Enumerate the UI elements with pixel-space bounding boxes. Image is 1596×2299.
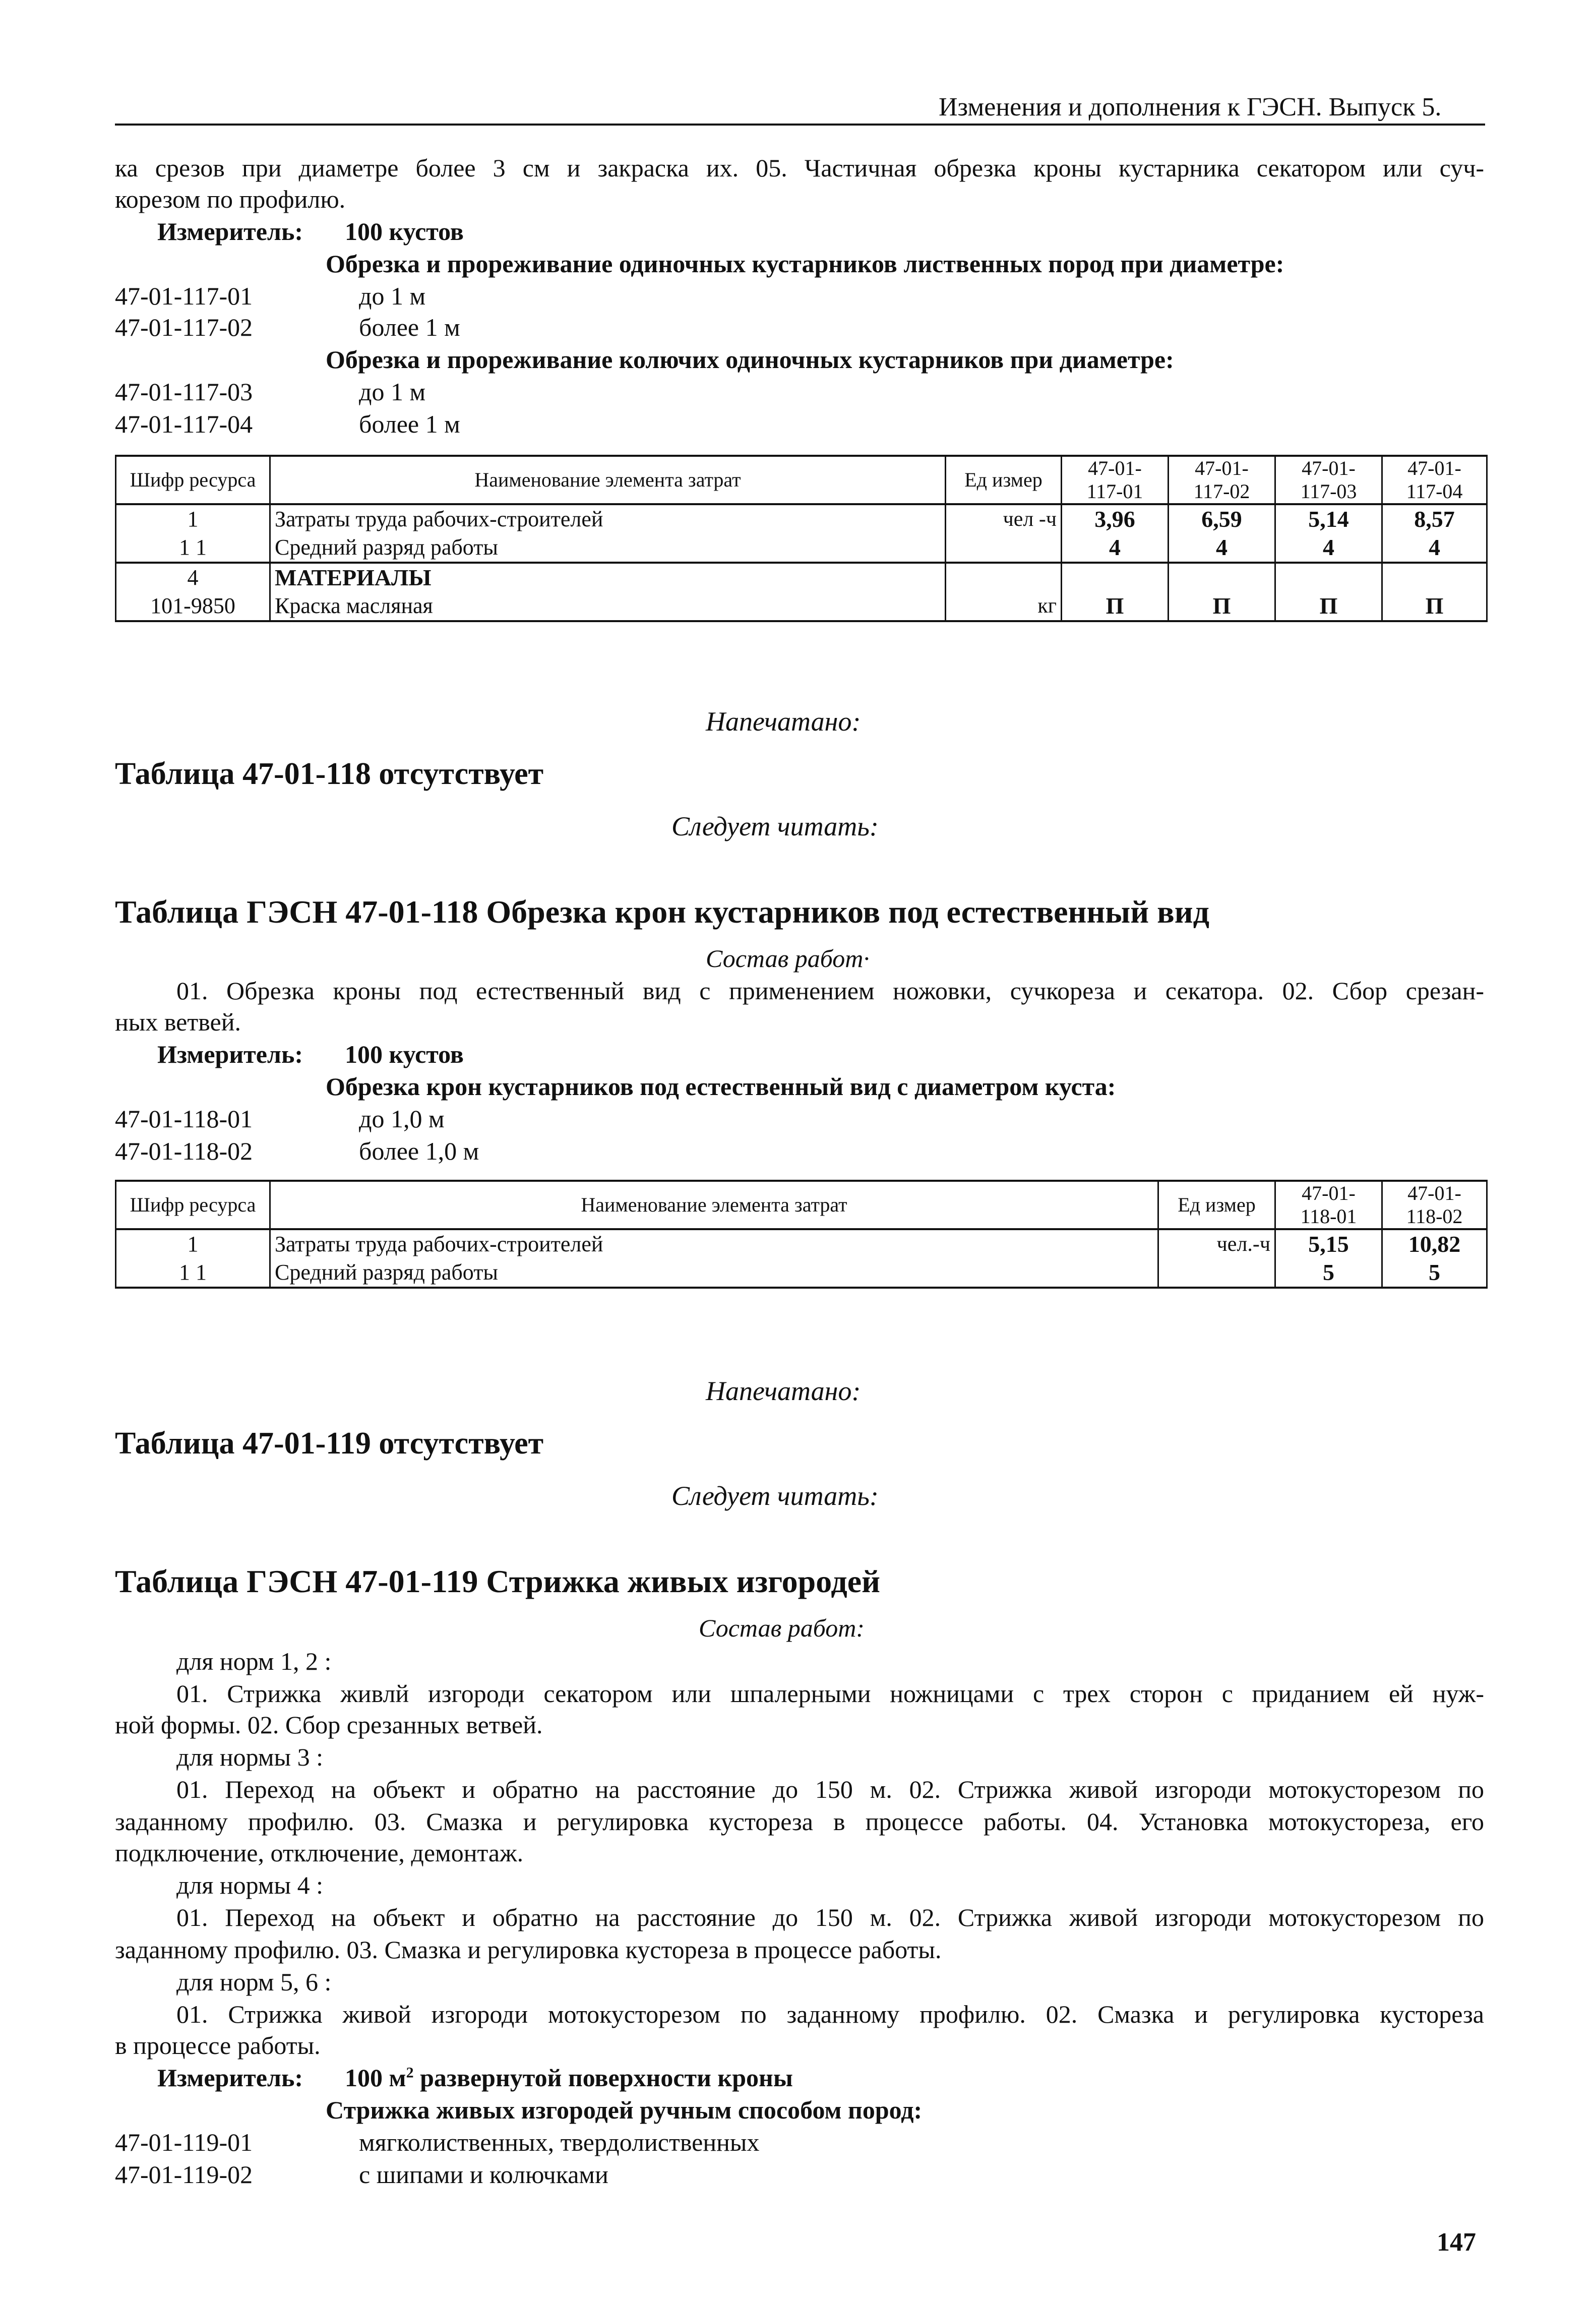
cost-element-name: Затраты труда рабочих-строителей: [270, 504, 946, 533]
missing-table-notice: Таблица 47-01-118 отсутствует: [115, 757, 544, 791]
table-header-row: [116, 456, 1487, 504]
meter-value-unit: 100 м: [345, 2064, 406, 2092]
value-cell: П: [1382, 592, 1487, 621]
meter-superscript: 2: [406, 2064, 414, 2081]
table-header-row: [116, 1181, 1487, 1229]
section-title: Таблица ГЭСН 47-01-119 Стрижка живых изгородей: [115, 1563, 881, 1599]
composition-label: Состав работ·: [706, 944, 870, 973]
t117-norm-code-2: 47-01-117-02: [115, 313, 253, 341]
cost-element-name: Затраты труда рабочих-строителей: [270, 1229, 1158, 1258]
composition-text: заданному профилю. 03. Смазка и регулировка кустореза в процессе работы. 04. Установка мотокустореза, его: [115, 1807, 1484, 1836]
table-row: [116, 504, 1487, 533]
missing-table-notice: Таблица 47-01-119 отсутствует: [115, 1426, 544, 1461]
resource-code: 101-9850: [116, 592, 270, 621]
resource-code: 1 1: [116, 1258, 270, 1288]
norm-code: 47-01-118-01: [115, 1105, 253, 1133]
header-resource-code: Шифр ресурса: [116, 456, 270, 504]
composition-text: 01. Переход на объект и обратно на расстояние до 150 м. 02. Стрижка живой изгороди мотокусторезом по: [176, 1903, 1484, 1931]
norm-code: 47-01-118-02: [115, 1137, 253, 1165]
composition-text: заданному профилю. 03. Смазка и регулировка кустореза в процессе работы.: [115, 1935, 942, 1964]
for-norms-label: для норм 5, 6 :: [176, 1968, 332, 1996]
t117-norm-desc-4: более 1 м: [359, 410, 460, 438]
page-number: 147: [1437, 2228, 1476, 2257]
t117-intro-line1: ка срезов при диаметре более 3 см и закраска их. 05. Частичная обрезка кроны кустарника секатором или суч-: [115, 154, 1484, 182]
norm-desc: до 1,0 м: [359, 1105, 445, 1133]
table-row: [116, 563, 1487, 592]
header-norm-col: 47-01- 118-01: [1275, 1181, 1382, 1229]
t117-norm-desc-1: до 1 м: [359, 282, 426, 310]
unit-cell: чел.-ч: [1158, 1229, 1275, 1258]
meter-value: [345, 2061, 793, 2094]
value-cell: 5: [1382, 1258, 1487, 1288]
value-cell: П: [1169, 592, 1275, 621]
norm-code: 47-01-119-01: [115, 2128, 253, 2156]
value-cell: [1275, 563, 1382, 592]
value-cell: 5,14: [1275, 504, 1382, 533]
table-row: [116, 1258, 1487, 1288]
for-norms-label: для нормы 3 :: [176, 1743, 324, 1771]
value-cell: 5,15: [1275, 1229, 1382, 1258]
meter-label: Измеритель:: [157, 1040, 303, 1068]
header-norm-col: 47-01- 117-04: [1382, 456, 1487, 504]
value-cell: П: [1275, 592, 1382, 621]
meter-label: Измеритель:: [157, 2064, 303, 2092]
header-rule: [115, 124, 1485, 126]
resource-code: 1: [116, 504, 270, 533]
norm-code: 47-01-119-02: [115, 2160, 253, 2189]
unit-cell: кг: [946, 592, 1062, 621]
norm-group-title: Стрижка живых изгородей ручным способом пород:: [326, 2096, 923, 2124]
t117-norm-desc-2: более 1 м: [359, 313, 460, 341]
running-header: Изменения и дополнения к ГЭСН. Выпуск 5.: [939, 93, 1442, 122]
composition-text: ной формы. 02. Сбор срезанных ветвей.: [115, 1711, 543, 1739]
t117-norm-code-1: 47-01-117-01: [115, 282, 253, 310]
composition-label: Состав работ:: [699, 1614, 865, 1642]
printed-label: Напечатано:: [706, 706, 861, 737]
unit-cell: [946, 563, 1062, 592]
composition-text: в процессе работы.: [115, 2031, 321, 2060]
printed-label: Напечатано:: [706, 1376, 861, 1406]
value-cell: [1382, 563, 1487, 592]
cost-element-name: Средний разряд работы: [270, 1258, 1158, 1288]
value-cell: 4: [1169, 533, 1275, 563]
header-resource-code: Шифр ресурса: [116, 1181, 270, 1229]
norm-group-title: Обрезка крон кустарников под естественный вид с диаметром куста:: [326, 1072, 1116, 1101]
unit-cell: чел -ч: [946, 504, 1062, 533]
header-norm-col: 47-01- 117-03: [1275, 456, 1382, 504]
norm-desc: более 1,0 м: [359, 1137, 479, 1165]
for-norms-label: для норм 1, 2 :: [176, 1647, 332, 1675]
header-norm-col: 47-01- 117-01: [1062, 456, 1169, 504]
t117-meter-value: 100 кустов: [345, 217, 464, 246]
header-cost-element: Наименование элемента затрат: [270, 1181, 1158, 1229]
norm-desc: с шипами и колючками: [359, 2160, 608, 2189]
value-cell: 4: [1062, 533, 1169, 563]
composition-text: 01. Переход на объект и обратно на расстояние до 150 м. 02. Стрижка живой изгороди мотокусторезом по: [176, 1775, 1484, 1803]
value-cell: 3,96: [1062, 504, 1169, 533]
header-unit: Ед измер: [946, 456, 1062, 504]
meter-value: 100 кустов: [345, 1040, 464, 1068]
table-row: [116, 592, 1487, 621]
should-read-label: Следует читать:: [671, 811, 879, 841]
composition-line2: ных ветвей.: [115, 1008, 241, 1036]
t118-resource-table: [115, 1180, 1488, 1289]
composition-line1: 01. Обрезка кроны под естественный вид с применением ножовки, сучкореза и секатора. 02. Сбор срезан-: [176, 977, 1484, 1005]
t117-resource-table: [115, 455, 1488, 622]
t117-intro-line2: корезом по профилю.: [115, 185, 346, 213]
composition-text: 01. Стрижка живлй изгороди секатором или шпалерными ножницами с трех сторон с приданием ей нуж-: [176, 1679, 1484, 1708]
t117-norm-code-4: 47-01-117-04: [115, 410, 253, 438]
unit-cell: [946, 533, 1062, 563]
t117-group1-title: Обрезка и прореживание одиночных кустарников лиственных пород при диаметре:: [326, 250, 1284, 278]
value-cell: [1169, 563, 1275, 592]
cost-element-name: Краска масляная: [270, 592, 946, 621]
t117-meter-label: Измеритель:: [157, 217, 303, 246]
value-cell: П: [1062, 592, 1169, 621]
meter-value-rest: развернутой поверхности кроны: [413, 2064, 793, 2092]
section-title: Таблица ГЭСН 47-01-118 Обрезка крон кустарников под естественный вид: [115, 894, 1209, 930]
header-norm-col: 47-01- 118-02: [1382, 1181, 1487, 1229]
value-cell: 8,57: [1382, 504, 1487, 533]
header-norm-col: 47-01- 117-02: [1169, 456, 1275, 504]
value-cell: 4: [1275, 533, 1382, 563]
header-cost-element: Наименование элемента затрат: [270, 456, 946, 504]
for-norms-label: для нормы 4 :: [176, 1871, 324, 1899]
cost-element-name: МАТЕРИАЛЫ: [270, 563, 946, 592]
value-cell: 6,59: [1169, 504, 1275, 533]
value-cell: 10,82: [1382, 1229, 1487, 1258]
value-cell: [1062, 563, 1169, 592]
resource-code: 4: [116, 563, 270, 592]
t117-norm-desc-3: до 1 м: [359, 378, 426, 406]
cost-element-name: Средний разряд работы: [270, 533, 946, 563]
composition-text: 01. Стрижка живой изгороди мотокусторезом по заданному профилю. 02. Смазка и регулировка кустореза: [176, 2000, 1484, 2028]
resource-code: 1: [116, 1229, 270, 1258]
header-unit: Ед измер: [1158, 1181, 1275, 1229]
value-cell: 5: [1275, 1258, 1382, 1288]
value-cell: 4: [1382, 533, 1487, 563]
table-row: [116, 533, 1487, 563]
should-read-label: Следует читать:: [671, 1481, 879, 1511]
composition-text: подключение, отключение, демонтаж.: [115, 1839, 524, 1867]
t117-group2-title: Обрезка и прореживание колючих одиночных кустарников при диаметре:: [326, 345, 1174, 374]
t117-norm-code-3: 47-01-117-03: [115, 378, 253, 406]
norm-desc: мягколиственных, твердолиственных: [359, 2128, 760, 2156]
unit-cell: [1158, 1258, 1275, 1288]
table-row: [116, 1229, 1487, 1258]
resource-code: 1 1: [116, 533, 270, 563]
